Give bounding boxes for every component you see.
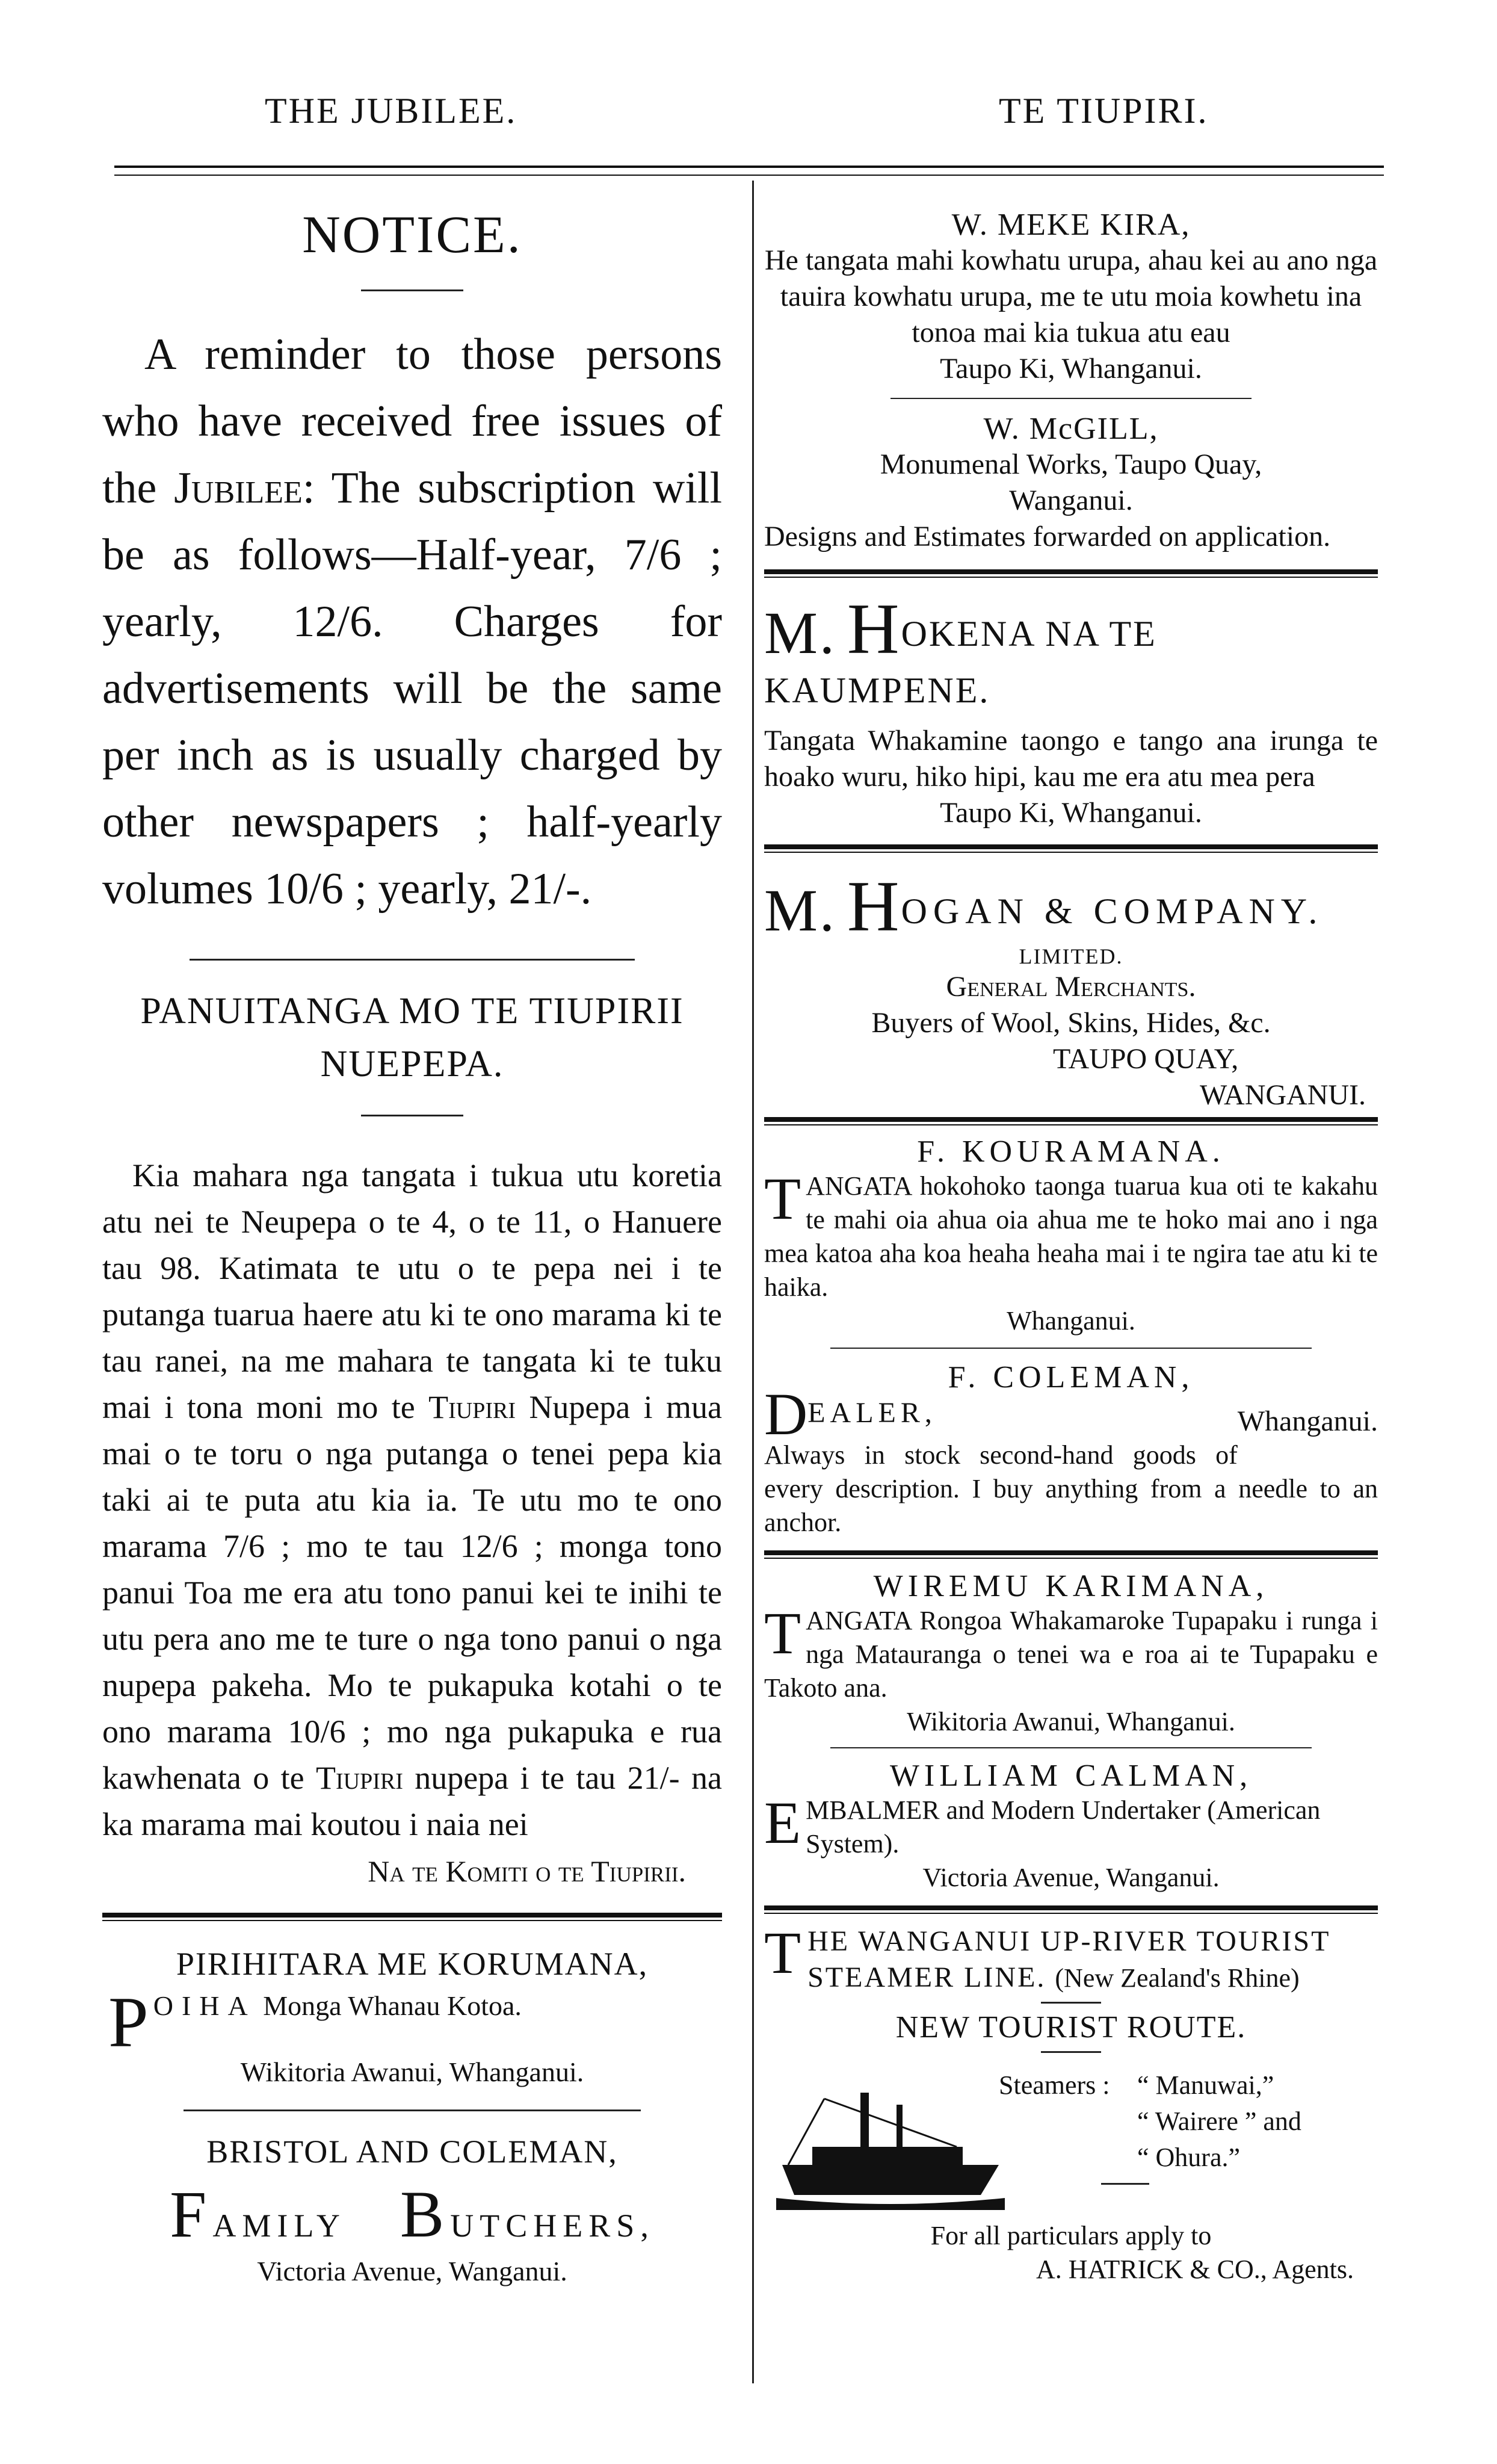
- ad-coleman-line: [764, 1381, 1378, 1447]
- dropcap: T: [764, 1919, 803, 1986]
- dropcap: T: [764, 1165, 801, 1232]
- ad-steamer-title1: HE WANGANUI UP-RIVER TOURIST: [807, 1925, 1331, 1957]
- ad-steamer-label: Steamers :: [999, 2070, 1110, 2100]
- ad-kouramana: [764, 1134, 1378, 1338]
- ad-mcgill-title: W. McGILL,: [983, 412, 1159, 446]
- dropcap: B: [400, 2178, 451, 2251]
- ad-pirihitara: [102, 1945, 722, 2088]
- short-rule: [1101, 2183, 1149, 2185]
- column-divider: [752, 181, 754, 2383]
- ad-pirihitara-rest: Monga Whanau Kotoa.: [256, 1990, 522, 2021]
- ad-hogan-line4: WANGANUI.: [1200, 1079, 1366, 1111]
- ad-coleman-body: Always in stock second-hand goods of every description. I buy anything from a needle to an anchor.: [764, 1440, 1378, 1537]
- double-rule: [764, 569, 1378, 578]
- ad-calman-caps: MBALMER: [806, 1795, 940, 1825]
- ad-kouramana-location: Whanganui.: [1007, 1306, 1135, 1336]
- ad-mcgill-line1: Monumenal Works, Taupo Quay,: [880, 448, 1262, 480]
- header-rule-thin: [114, 175, 1384, 176]
- ad-mekekira-title: W. MEKE KIRA,: [951, 208, 1191, 242]
- ad-coleman: [764, 1360, 1378, 1540]
- panui-tiupiri-a: Tiupiri: [428, 1389, 516, 1425]
- dropcap: H: [847, 589, 901, 669]
- dropcap: H: [847, 866, 901, 946]
- ad-steamer: [764, 1919, 1378, 2286]
- ad-hokena: [764, 589, 1378, 831]
- ad-karimana-caps: ANGATA: [806, 1606, 912, 1635]
- double-rule: [764, 1550, 1378, 1559]
- ad-calman-text: and Modern Undertaker (American System).: [806, 1795, 1321, 1859]
- ad-coleman-title: F. COLEMAN,: [948, 1360, 1194, 1395]
- ad-bristol-title: BRISTOL AND COLEMAN,: [206, 2134, 618, 2170]
- ad-mcgill: [764, 411, 1378, 555]
- double-rule: [764, 844, 1378, 853]
- dropcap: F: [170, 2178, 213, 2251]
- header-rule: [114, 166, 1384, 168]
- ad-pirihitara-line: [102, 1982, 722, 2062]
- ad-steamer-3: “ Ohura.”: [1137, 2143, 1241, 2172]
- double-rule: [764, 1117, 1378, 1125]
- ad-coleman-place: Whanganui.: [1237, 1405, 1378, 1437]
- ad-mekekira-location: Taupo Ki, Whanganui.: [940, 353, 1202, 385]
- ad-steamer-1: “ Manuwai,”: [1137, 2070, 1274, 2100]
- panui-title-line1: PANUITANGA MO TE TIUPIRII: [140, 991, 684, 1032]
- ad-mekekira: [764, 207, 1378, 387]
- panui-title: [102, 985, 722, 1091]
- ad-pirihitara-caps: OIHA: [153, 1990, 256, 2021]
- dropcap: T: [764, 1600, 801, 1667]
- ad-steamer-particulars: For all particulars apply to: [930, 2221, 1212, 2250]
- ad-karimana-text: Rongoa Whakamaroke Tupapaku i runga i nga Matauranga o tenei wa e roa ai te Tupapaku e Takoto ana.: [764, 1606, 1378, 1703]
- ad-steamer-paren: (New Zealand's Rhine): [1055, 1963, 1300, 1993]
- ad-hokena-title: [764, 589, 1378, 714]
- ad-hokena-title-rest: OKENA NA TE KAUMPENE.: [764, 614, 1157, 710]
- ad-steamer-2: “ Wairere ” and: [1137, 2106, 1301, 2136]
- section-rule: [830, 1747, 1312, 1748]
- ad-kouramana-caps: ANGATA: [806, 1171, 912, 1201]
- ad-bristol-location: Victoria Avenue, Wanganui.: [257, 2256, 567, 2286]
- ad-karimana: [764, 1568, 1378, 1739]
- panui-text-b: Nupepa i mua mai o te toru o nga putanga o tenei pepa kia taki ai te puta atu kia ia. Te utu mo te ono marama 7/6 ; mo te tau 12/6 ; monga tono panui Toa me era atu tono panui kei te inihi te utu pera ano me te ture o nga tono panui o nga nupepa pakeha. Mo te pukapuka kotahi o te ono marama 10/6 ; mo nga pukapuka e rua kawhenata o te: [102, 1389, 723, 1796]
- section-rule: [184, 2110, 641, 2111]
- ad-kouramana-text: hokohoko taonga tuarua kua oti te kakahu te mahi oia ahua oia ahua me te hoko mai ano i nga mea katoa aha koa heaha heaha mai i te ngira tae atu ki te haika.: [764, 1171, 1378, 1302]
- ad-bristol-word2: UTCHERS,: [450, 2208, 655, 2244]
- short-rule: [361, 1115, 463, 1116]
- ad-calman-location: Victoria Avenue, Wanganui.: [922, 1863, 1220, 1892]
- ad-mekekira-body: He tangata mahi kowhatu urupa, ahau kei au ano nga tauira kowhatu urupa, me te utu moia kowhetu ina tonoa mai kia tukua atu eau: [764, 244, 1378, 348]
- double-rule: [102, 1913, 722, 1921]
- ad-hokena-prefix: M.: [764, 599, 836, 666]
- ad-hogan-limited: LIMITED.: [1019, 944, 1123, 968]
- ad-karimana-body: [764, 1600, 1378, 1705]
- ad-steamer-title: [764, 1919, 1378, 1996]
- ad-hogan-title-rest: OGAN & COMPANY.: [901, 891, 1324, 931]
- running-head-left: THE JUBILEE.: [265, 91, 517, 131]
- ad-karimana-location: Wikitoria Awanui, Whanganui.: [907, 1707, 1235, 1736]
- double-rule: [764, 1905, 1378, 1914]
- ad-hogan-line2: Buyers of Wool, Skins, Hides, &c.: [871, 1007, 1271, 1039]
- ad-bristol: [102, 2133, 722, 2287]
- ad-bristol-word1: AMILY: [212, 2208, 346, 2244]
- notice-jubilee: Jubilee: [174, 463, 303, 513]
- ad-kouramana-title: F. KOURAMANA.: [917, 1134, 1225, 1169]
- steamer-ship-icon: [776, 2075, 1005, 2213]
- dropcap: P: [108, 1982, 149, 2062]
- ad-calman: [764, 1758, 1378, 1895]
- ad-coleman-caps: EALER,: [807, 1397, 937, 1429]
- ad-pirihitara-title: PIRIHITARA ME KORUMANA,: [176, 1946, 649, 1982]
- panui-body: [102, 1153, 722, 1848]
- notice-title: NOTICE.: [302, 206, 522, 264]
- ad-hokena-body: Tangata Whakamine taongo e tango ana irunga te hoako wuru, hiko hipi, kau me era atu mea pera: [764, 725, 1378, 793]
- ad-calman-body: [764, 1789, 1378, 1861]
- ad-hogan-title: [764, 866, 1378, 946]
- ad-steamer-agents: A. HATRICK & CO., Agents.: [1036, 2255, 1354, 2284]
- short-rule: [361, 289, 463, 291]
- ad-hogan-prefix: M.: [764, 877, 836, 944]
- panui-text-a: Kia mahara nga tangata i tukua utu koretia atu nei te Neupepa o te 4, o te 11, o Hanuere tau 98. Katimata te utu o te pepa nei i te putanga tuarua haere atu ki te ono marama ki te tau ranei, na me mahara te tangata ki te tuku mai i tona moni mo te: [102, 1157, 722, 1425]
- dropcap: D: [764, 1381, 808, 1447]
- section-rule: [830, 1348, 1312, 1349]
- ad-calman-title: WILLIAM CALMAN,: [889, 1759, 1253, 1793]
- ad-hogan-line3: TAUPO QUAY,: [1053, 1043, 1239, 1075]
- ad-mcgill-line2: Wanganui.: [1009, 484, 1133, 516]
- panui-title-line2: NUEPEPA.: [320, 1044, 504, 1085]
- ad-mcgill-body: Designs and Estimates forwarded on application.: [764, 521, 1331, 553]
- dropcap: E: [764, 1789, 801, 1856]
- right-column: [764, 181, 1378, 2286]
- short-rule: [1041, 2051, 1101, 2053]
- short-rule: [1041, 2002, 1101, 2004]
- notice-text-b: : The subscription will be as follows—Half-year, 7/6 ; yearly, 12/6. Charges for advertisements will be the same per inch as is usually charged by other newspapers ; half-yearly volumes 10/6 ; yearly, 21/-.: [102, 463, 723, 914]
- ad-pirihitara-location: Wikitoria Awanui, Whanganui.: [240, 2057, 584, 2087]
- panui-signature: Na te Komiti o te Tiupirii.: [368, 1854, 686, 1888]
- running-head-right: TE TIUPIRI.: [999, 91, 1209, 131]
- ad-steamer-listing: [764, 2063, 1378, 2219]
- panui-tiupiri-b: Tiupiri: [316, 1760, 403, 1796]
- ad-hokena-location: Taupo Ki, Whanganui.: [940, 797, 1202, 829]
- section-rule: [890, 398, 1252, 399]
- section-rule: [190, 959, 635, 961]
- notice-text-a: A reminder to those persons who have received free issues of the: [102, 330, 722, 513]
- panui-text-c: nupepa i te tau 21/- na ka marama mai koutou i naia nei: [102, 1760, 722, 1842]
- ad-steamer-title2: STEAMER LINE.: [807, 1961, 1046, 1993]
- ad-bristol-line: [102, 2176, 722, 2253]
- ad-hogan-line1: General Merchants.: [946, 971, 1196, 1003]
- notice-body: [102, 321, 722, 923]
- left-column: [102, 181, 722, 2287]
- ad-kouramana-body: [764, 1165, 1378, 1304]
- ad-hogan: [764, 866, 1378, 1113]
- ad-karimana-title: WIREMU KARIMANA,: [873, 1569, 1269, 1603]
- ad-steamer-route: NEW TOURIST ROUTE.: [895, 2010, 1247, 2045]
